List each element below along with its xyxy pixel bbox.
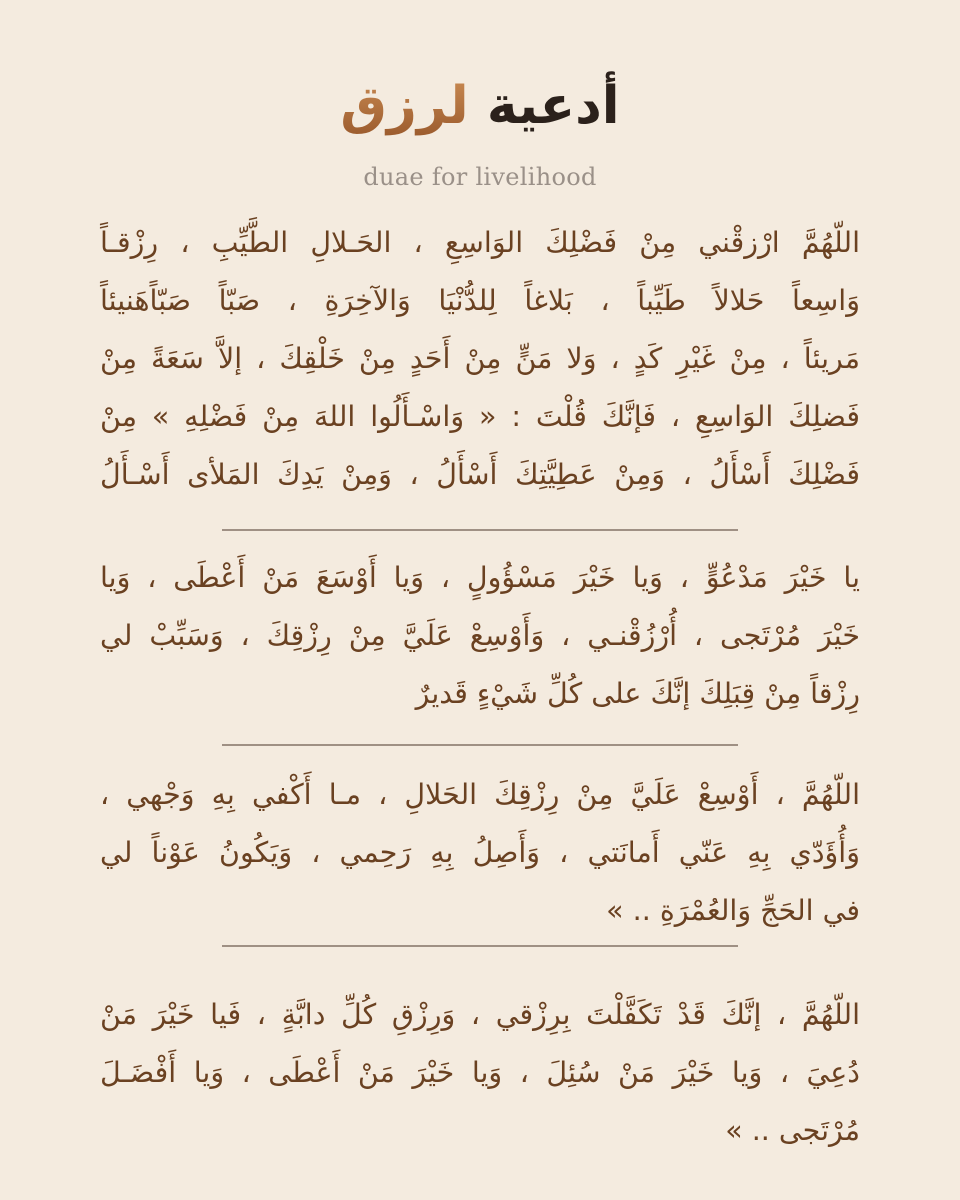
page-title bbox=[0, 66, 960, 146]
dua-line: اللّهُمَّ ارْزقْني مِنْ فَضْلِكَ الوَاسِعِ ، الحَـلالِ الطَّيِّبِ ، رِزْقـاً bbox=[100, 226, 860, 259]
dua-line: فَضْلِكَ أَسْأَلُ ، وَمِنْ عَطِيَّتِكَ أَسْأَلُ ، وَمِنْ يَدِكَ المَلأى أَسْـأَلُ bbox=[100, 458, 860, 491]
title-word-duae: أدعية bbox=[486, 76, 620, 136]
dua-line: مُرْتَجى .. » bbox=[725, 1114, 860, 1147]
dua-line: يا خَيْرَ مَدْعُوٍّ ، وَيا خَيْرَ مَسْؤُولٍ ، وَيا أَوْسَعَ مَنْ أَعْطَى ، وَيا bbox=[100, 561, 860, 594]
section-divider bbox=[222, 945, 738, 947]
dua-line: وَاسِعاً حَلالاً طَيِّباً ، بَلاغاً لِلدُّنْيَا وَالآخِرَةِ ، صَبّاً صَبّاًهَنيئاً bbox=[100, 284, 860, 317]
dua-line: في الحَجِّ وَالعُمْرَةِ .. » bbox=[606, 894, 860, 927]
dua-line: اللّهُمَّ ، إنَّكَ قَدْ تَكَفَّلْتَ بِرِزْقي ، وَرِزْقِ كُلِّ دابَّةٍ ، فَيا خَيْرَ مَنْ bbox=[100, 998, 860, 1031]
page-subtitle: duae for livelihood bbox=[363, 163, 597, 191]
dua-section-2 bbox=[100, 549, 860, 723]
dua-line: خَيْرَ مُرْتَجى ، أُرْزُقْنـي ، وَأَوْسِعْ عَلَيَّ مِنْ رِزْقِكَ ، وَسَبِّبْ لي bbox=[100, 619, 860, 652]
dua-section-3 bbox=[100, 766, 860, 940]
dua-line: رِزْقاً مِنْ قِبَلِكَ إنَّكَ على كُلِّ شَيْءٍ قَديرٌ bbox=[415, 677, 860, 710]
dua-section-4 bbox=[100, 986, 860, 1160]
dua-line: وَأُؤَدّي بِهِ عَنّي أَمانَتي ، وَأَصِلُ بِهِ رَحِمي ، وَيَكُونُ عَوْناً لي bbox=[100, 836, 860, 869]
dua-line: اللّهُمَّ ، أَوْسِعْ عَلَيَّ مِنْ رِزْقِكَ الحَلالِ ، مـا أَكْفي بِهِ وَجْهي ، bbox=[100, 778, 860, 811]
section-divider bbox=[222, 529, 738, 531]
dua-line: دُعِيَ ، وَيا خَيْرَ مَنْ سُئِلَ ، وَيا خَيْرَ مَنْ أَعْطَى ، وَيا أَفْضَـلَ bbox=[100, 1056, 860, 1089]
section-divider bbox=[222, 744, 738, 746]
dua-line: فَضلِكَ الوَاسِعِ ، فَإنَّكَ قُلْتَ : « وَاسْـأَلُوا اللهَ مِنْ فَضْلِهِ » مِنْ bbox=[100, 400, 860, 433]
dua-line: مَريئاً ، مِنْ غَيْرِ كَدٍ ، وَلا مَنٍّ مِنْ أَحَدٍ مِنْ خَلْقِكَ ، إلاَّ سَعَةً مِنْ bbox=[100, 342, 860, 375]
title-word-rizq: لرزق bbox=[340, 76, 469, 136]
dua-section-1 bbox=[100, 214, 860, 504]
